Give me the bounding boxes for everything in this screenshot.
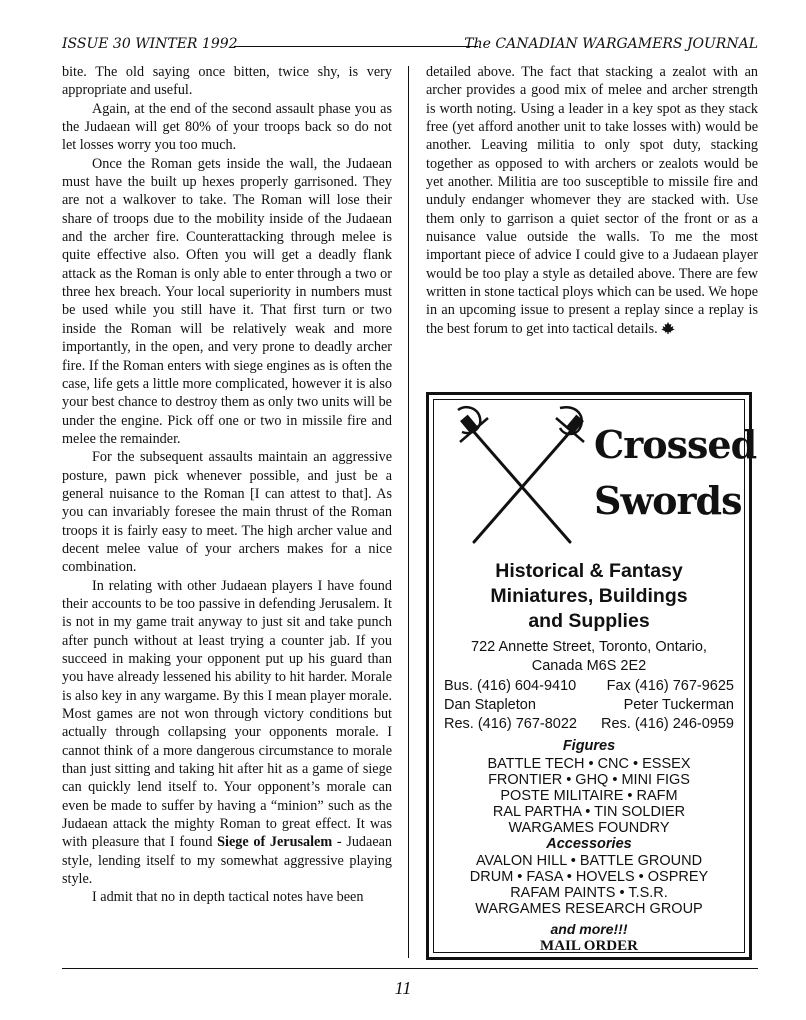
paragraph: bite. The old saying once bitten, twice shy, is very appropriate and useful.: [62, 64, 392, 99]
brand-name-line2: Swords: [594, 478, 742, 523]
contact-left: Bus. (416) 604-9410: [444, 678, 577, 694]
ad-headline: Historical & Fantasy: [495, 560, 683, 582]
accessories-line: RAFAM PAINTS • T.S.R.: [510, 885, 668, 901]
paragraph: Again, at the end of the second assault phase you as the Judaean will get 80% of your troops back so do not let losses worry you too much.: [62, 100, 392, 154]
paragraph: For the subsequent assaults maintain an aggressive posture, pawn pick whenever possible, and just be a general nuisance to the Roman [I can attest to that]. As you can invariably foresee the main thrust of the Roman troops it is fairly easy to meet. The high archer value and decent melee value of your archers makes for a nice combination.: [62, 449, 392, 576]
paragraph-text: detailed above. The fact that stacking a zealot with an archer provides a good mix of melee and archer strength is worth noting. Using a leader in a key spot as they stack free (yet afford another unit to take losses with) would be another. Leaving militia to only spot duty, stacking together as opposed to with archers or zealots would be yet another. Militia are too susceptible to missile fire and unduly endanger whomever they are stacked with. Use them only to garrison a quiet sector of the front or as a nuisance value outside the walls. To me the most important piece of advice I could give to a Judaean player would be too play a style as detailed above. There are few written in stone tactical ploys which can be used. We hope in an upcoming issue to present a replay since a replay is the best forum to get into tactical details.: [426, 64, 758, 337]
contact-left: Dan Stapleton: [444, 697, 536, 713]
footer-rule: [62, 968, 758, 969]
crossed-swords-advertisement: [426, 392, 757, 960]
paragraph: I admit that no in depth tactical notes have been: [92, 889, 364, 906]
ad-address: 722 Annette Street, Toronto, Ontario,: [471, 639, 707, 655]
figures-line: RAL PARTHA • TIN SOLDIER: [492, 804, 686, 820]
paragraph: [62, 577, 392, 889]
accessories-line: WARGAMES RESEARCH GROUP: [475, 901, 703, 917]
figures-heading: Figures: [562, 738, 616, 754]
header-rule: [234, 46, 478, 47]
issue-label: ISSUE 30 WINTER 1992: [62, 36, 238, 52]
mail-order-text: MAIL ORDER: [540, 938, 638, 954]
page-number: 11: [394, 978, 412, 998]
ad-inner-border: [433, 399, 757, 954]
figures-line: FRONTIER • GHQ • MINI FIGS: [488, 772, 690, 788]
paragraph-text: In relating with other Judaean players I have found their accounts to be too passive in defending Jerusalem. It is not in my game trait anyway to just sit and take punch after punch without at least trying a counter jab. If you succeed in making your opponent put up his guard than you have already lessened his ability to hit harder. Morale is also key in any wargame. By this I mean player morale. Most games are not won through victory conditions but actually through collapsing your opponents morale. I cannot think of a more dangerous circumstance to morale than just sitting and taking hit after hit as a game of siege can quickly lend itself to. Your opponent’s morale can even be made to suffer by having a “minion” such as the Judaean attack the mighty Roman to great effect. It was with pleasure that I found: [62, 577, 392, 851]
running-header: [62, 36, 758, 58]
crossed-swords-icon: [452, 402, 592, 552]
right-column: [426, 63, 758, 338]
accessories-line: AVALON HILL • BATTLE GROUND: [475, 853, 703, 869]
accessories-heading: Accessories: [546, 836, 632, 852]
contact-left: Res. (416) 767-8022: [444, 716, 577, 732]
journal-title: The CANADIAN WARGAMERS JOURNAL: [464, 36, 758, 52]
and-more-text: and more!!!: [550, 921, 628, 937]
ad-address: Canada M6S 2E2: [531, 658, 647, 674]
game-title: Siege of Jerusalem: [217, 834, 333, 851]
left-column: [62, 63, 392, 907]
figures-line: POSTE MILITAIRE • RAFM: [500, 788, 678, 804]
figures-line: BATTLE TECH • CNC • ESSEX: [487, 756, 691, 772]
paragraph: Once the Roman gets inside the wall, the Judaean must have the built up hexes properly garrisoned. They are not a walkover to take. The Roman will lose their share of troops due to the mobility inside of the Judaean and the archer fire. Counterattacking through melee is quite effective also. Often you will get a deadly flank attack as the Roman is only able to enter through a two or three hex breach. Your local superiority in numbers must be used while you still have it. That first turn or two inside the Roman will be relatively weak and more importantly, in the open, and very prone to deadly archer fire. If the Roman enters with siege engines as is often the case, life gets a little more complicated, however it is also your best chance to destroy them as only two units will be under the engine. Pick off one or two in missile fire and melee the remainder.: [62, 155, 392, 447]
maple-leaf-icon: [661, 322, 675, 334]
paragraph: [426, 63, 758, 338]
column-divider: [408, 66, 409, 958]
accessories-line: DRUM • FASA • HOVELS • OSPREY: [469, 869, 709, 885]
ad-headline: and Supplies: [528, 610, 650, 632]
paragraph-text: - Judaean style, lending itself to my somewhat aggressive playing style.: [62, 834, 393, 888]
contact-right: Fax (416) 767-9625: [606, 678, 734, 694]
contact-right: Res. (416) 246-0959: [601, 716, 734, 732]
ad-headline: Miniatures, Buildings: [490, 585, 688, 607]
figures-line: WARGAMES FOUNDRY: [508, 820, 670, 836]
brand-name-line1: Crossed: [594, 422, 757, 467]
contact-right: Peter Tuckerman: [623, 697, 734, 713]
